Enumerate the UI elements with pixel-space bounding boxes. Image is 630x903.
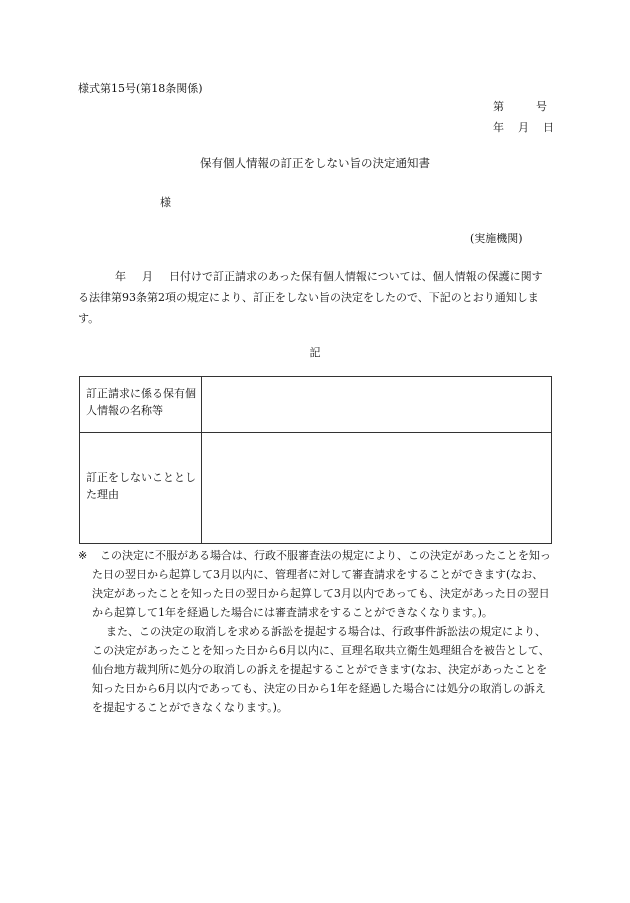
form-number: 様式第15号(第18条関係) [78, 82, 203, 95]
table-row [80, 433, 552, 544]
note-2: また、この決定の取消しを求める訴訟を提起する場合は、行政事件訴訟法の規定により、この決定があったことを知った日から6月以内に、亘理名取共立衛生処理組合を被告として、仙台地方裁判所に処分の取消しの訴えを提起することができます(なお、決定があったことを知った日から6月以内であっても、決定の日から1年を経過した場合には処分の取消しの訴えを提起することができなくなります。)。 [92, 625, 550, 714]
body-paragraph [78, 266, 553, 329]
body-year: 年 [115, 270, 126, 283]
row2-label: 訂正をしないこととした理由 [80, 433, 202, 544]
table-row [80, 377, 552, 433]
date-month: 月 [518, 121, 529, 134]
addressee-suffix: 様 [160, 196, 171, 209]
ki-heading: 記 [309, 346, 321, 359]
row2-value [202, 433, 552, 544]
document-number [493, 98, 547, 114]
note-1 [78, 546, 554, 622]
note-mark: ※ [78, 549, 88, 562]
row1-value [202, 377, 552, 433]
info-table [79, 376, 552, 544]
body-month: 月 [142, 270, 153, 283]
doc-number-prefix: 第 [493, 100, 504, 113]
document-title: 保有個人情報の訂正をしない旨の決定通知書 [200, 156, 430, 170]
notes-section [78, 546, 554, 717]
document-date [493, 119, 554, 135]
agency-label: (実施機関) [470, 232, 523, 245]
note-1-text: この決定に不服がある場合は、行政不服審査法の規定により、この決定があったことを知った日の翌日から起算して3月以内に、管理者に対して審査請求をすることができます(なお、決定があったことを知った日の翌日から起算して3月以内であっても、決定があった日の翌日から起算して1年を経過した場合には審査請求をすることができなくなります。)。 [92, 549, 551, 619]
body-text: 日付けで訂正請求のあった保有個人情報については、個人情報の保護に関する法律第93条第2項の規定により、訂正をしない旨の決定をしたので、下記のとおり通知します。 [78, 270, 543, 325]
date-year: 年 [493, 121, 504, 134]
date-day: 日 [543, 121, 554, 134]
doc-number-suffix: 号 [536, 100, 547, 113]
row1-label: 訂正請求に係る保有個人情報の名称等 [80, 377, 202, 433]
